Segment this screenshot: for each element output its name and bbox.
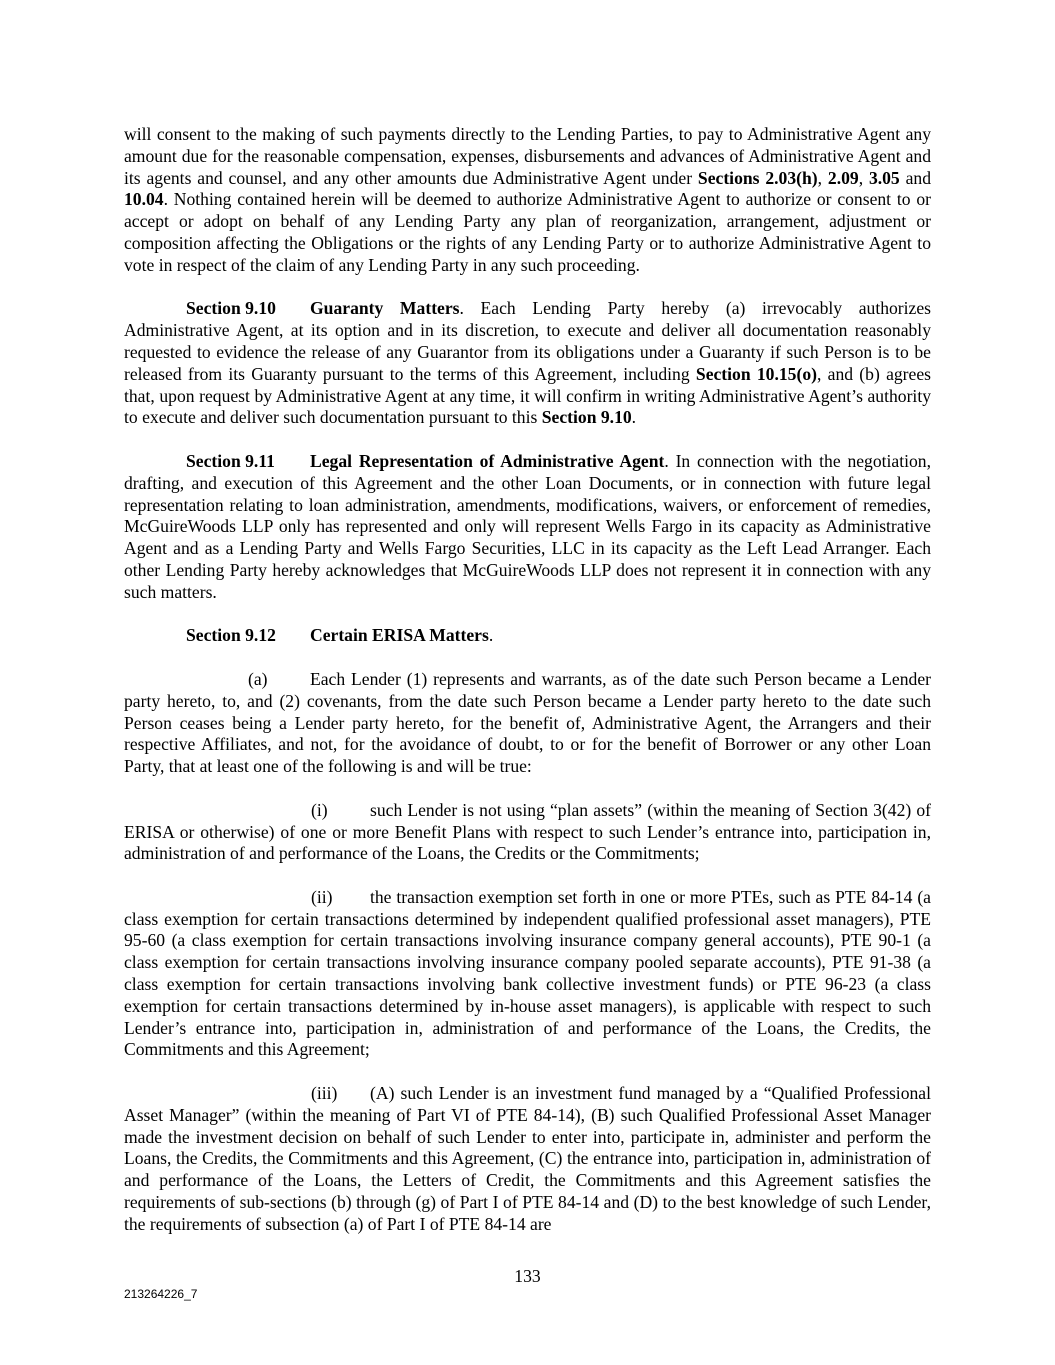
clause-i (124, 800, 931, 865)
ref-sections-2-03h: Sections 2.03(h) (697, 167, 818, 188)
clause-text: Each Lender (1) represents and warrants, as of the date such Person became a Lender party hereto, to, and (2) covenants, from the date such Person became a Lender party hereto to the date such Person ceases being a Lender party hereto, for the benefit of, Administrative Agent, the Arrangers and their respective Affiliates, and not, for the avoidance of doubt, to or for the benefit of Borrower or any other Loan Party, that at least one of the following is and will be true: (124, 668, 931, 777)
clause-label: (a) (248, 668, 268, 689)
section-9-10: Section 9.10 Guaranty Matters. Each Lending Party hereby (a) irrevocably authorizes Administrative Agent, at its option and in its discretion, to execute and deliver all documentation reasonably requested to evidence the release of any Guarantor from its obligations under a Guaranty if such Person is to be released from its Guaranty pursuant to the terms of this Agreement, including Section 10.15(o), and (b) agrees that, upon request by Administrative Agent at any time, it will confirm in writing Administrative Agent’s authority to execute and deliver such documentation pursuant to this Section 9.10. (124, 298, 932, 428)
clause-text: (A) such Lender is an investment fund managed by a “Qualified Professional Asset Manager” (within the meaning of Part VI of PTE 84-14), (B) such Qualified Professional Asset Manager made the investment decision on behalf of such Lender to enter into, participate in, administer and perform the Loans, the Credits, the Commitments and this Agreement, (C) the entrance into, participation in, administration of and performance of the Loans, the Letters of Credit, the Commitments and this Agreement satisfies the requirements of sub-sections (b) through (g) of Part I of PTE 84-14 and (D) to the best knowledge of such Lender, the requirements of subsection (a) of Part I of PTE 84-14 are (124, 1083, 931, 1234)
section-title: Certain ERISA Matters (310, 625, 489, 646)
section-number: Section 9.12 (186, 625, 276, 646)
section-9-12: Section 9.12 Certain ERISA Matters. (186, 625, 494, 646)
document-page (124, 124, 931, 1257)
ref-section-10-15o: Section 10.15(o) (695, 363, 817, 384)
ref-section-3-05: 3.05 (868, 167, 900, 188)
clause-ii (124, 887, 931, 1061)
section-9-11: Section 9.11 Legal Representation of Administrative Agent. In connection with the negotiation, drafting, and execution of this Agreement and the other Loan Documents, or in connection with future legal representation relating to loan administration, amendments, modifications, waivers, or enforcement of remedies, McGuireWoods LLP only has represented and only will represent Wells Fargo in its capacity as Administrative Agent and as a Lending Party and Wells Fargo Securities, LLC in its capacity as the Left Lead Arranger. Each other Lending Party hereby acknowledges that McGuireWoods LLP does not represent it in connection with any such matters. (124, 450, 932, 602)
section-number: Section 9.10 (186, 298, 276, 319)
clause-text: such Lender is not using “plan assets” (within the meaning of Section 3(42) of ERISA or otherwise) of one or more Benefit Plans with respect to such Lender’s entrance into, participation in, administration of and performance of the Loans, the Credits or the Commitments; (124, 799, 931, 864)
clause-label: (iii) (311, 1083, 338, 1104)
ref-section-10-04: 10.04 (124, 189, 164, 210)
page-number: 133 (514, 1266, 541, 1286)
section-title: Legal Representation of Administrative Agent (310, 450, 665, 471)
ref-section-9-10: Section 9.10 (541, 407, 632, 428)
clause-label: (i) (311, 799, 328, 820)
paragraph-continuation: will consent to the making of such payments directly to the Lending Parties, to pay to Administrative Agent any amount due for the reasonable compensation, expenses, disbursements and advances of Administrative Agent and its agents and counsel, and any other amounts due Administrative Agent under Sections 2.03(h), 2.09, 3.05 and 10.04. Nothing contained herein will be deemed to authorize Administrative Agent to authorize or consent to or accept or adopt on behalf of any Lending Party any plan of reorganization, arrangement, adjustment or composition affecting the Obligations or the rights of any Lending Party or to authorize Administrative Agent to vote in respect of the claim of any Lending Party in any such proceeding. (124, 124, 931, 275)
section-number: Section 9.11 (186, 450, 275, 471)
clause-text: the transaction exemption set forth in one or more PTEs, such as PTE 84-14 (a class exemption for certain transactions determined by independent qualified professional asset managers), PTE 95-60 (a class exemption for certain transactions involving insurance company general accounts), PTE 90-1 (a class exemption for certain transactions involving insurance company pooled separate accounts), PTE 91-38 (a class exemption for certain transactions involving bank collective investment funds) or PTE 96-23 (a class exemption for certain transactions determined by in-house asset managers), is applicable with respect to such Lender’s entrance into, participation in, administration of and performance of the Loans, the Credits, the Commitments and this Agreement; (124, 886, 931, 1060)
clause-label: (ii) (311, 886, 333, 907)
clause-iii (124, 1083, 931, 1236)
ref-section-2-09: 2.09 (827, 167, 859, 188)
section-title: Guaranty Matters (310, 298, 460, 319)
document-id: 213264226_7 (124, 1287, 198, 1301)
clause-a (124, 669, 931, 778)
